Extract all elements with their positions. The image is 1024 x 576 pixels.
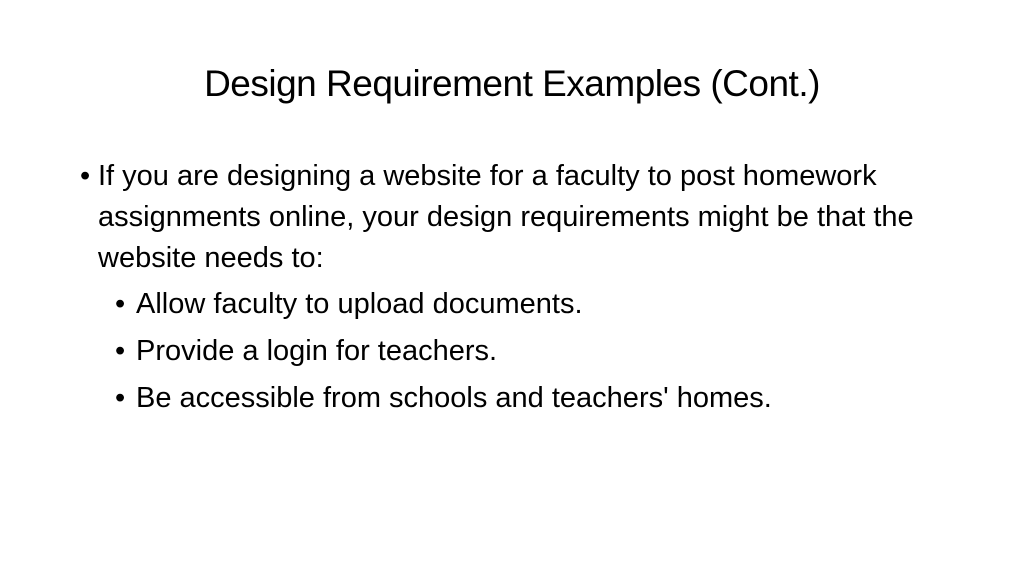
bullet-text: If you are designing a website for a faculty to post homework assignments online, your design requirements might be that the website needs to: bbox=[98, 160, 914, 274]
sub-bullet-list bbox=[72, 284, 952, 419]
sub-bullet-item bbox=[112, 378, 952, 419]
sub-bullet-marker: • bbox=[115, 335, 126, 367]
slide-title: Design Requirement Examples (Cont.) bbox=[204, 63, 820, 104]
sub-bullet-item bbox=[112, 284, 952, 325]
slide-body bbox=[72, 156, 952, 425]
bullet-marker: • bbox=[80, 160, 91, 192]
sub-bullet-marker: • bbox=[115, 382, 126, 414]
sub-bullet-marker: • bbox=[115, 288, 126, 320]
sub-bullet-item bbox=[112, 331, 952, 372]
bullet-item bbox=[72, 156, 952, 279]
sub-bullet-text: Be accessible from schools and teachers' homes. bbox=[136, 382, 772, 414]
sub-bullet-text: Provide a login for teachers. bbox=[136, 335, 498, 367]
sub-bullet-text: Allow faculty to upload documents. bbox=[136, 288, 583, 320]
